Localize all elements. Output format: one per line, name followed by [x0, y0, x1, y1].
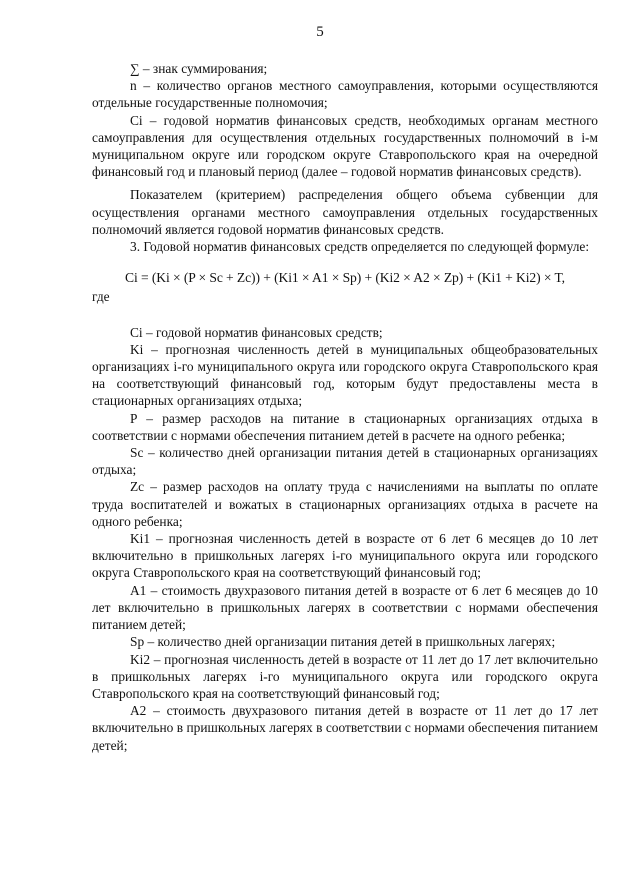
definition-a1: A1 – стоимость двухразового питания детей в возрасте от 6 лет 6 месяцев до 10 лет включительно в пришкольных лагерях в соответствии с нормами обеспечения питанием детей;	[92, 582, 598, 633]
definition-a2: A2 – стоимость двухразового питания детей в возрасте от 11 лет до 17 лет включительно в пришкольных лагерях в соответствии с нормами обеспечения питанием детей;	[92, 703, 598, 753]
definition-sp: Sp – количество дней организации питания детей в пришкольных лагерях;	[130, 634, 556, 650]
definition-ki1: Ki1 – прогнозная численность детей в возрасте от 6 лет 6 месяцев до 10 лет включительно в пришкольных лагерях i-го муниципального округа или городского округа Ставропольского края на соответствующий финансовый год;	[92, 531, 598, 581]
paragraph-ci-definition: Ci – годовой норматив финансовых средств, необходимых органам местного самоуправления для осуществления отдельных государственных полномочий в i-м муниципальном округе или городском округе Ставропольского края на очередной финансовый год и плановый период (далее – годовой норматив финансовых средств).	[92, 112, 598, 180]
definition-p: P – размер расходов на питание в стационарных организациях отдыха в соответствии с нормами обеспечения питанием детей в расчете на одного ребенка;	[92, 410, 598, 443]
definition-ki: Ki – прогнозная численность детей в муниципальных общеобразовательных организациях i-го муниципального округа или городского округа Ставропольского края на соответствующий финансовый год, которым будут предоставлены места в стационарных организациях отдыха;	[92, 341, 598, 409]
paragraph-criterion: Показателем (критерием) распределения общего объема субвенции для осуществления органами местного самоуправления отдельных государственных полномочий является годовой норматив финансовых средств.	[92, 187, 598, 237]
formula: Ci = (Ki × (P × Sc + Zc)) + (Ki1 × A1 × Sp) + (Ki2 × A2 × Zp) + (Ki1 + Ki2) × T,	[125, 270, 565, 286]
paragraph-item-3: 3. Годовой норматив финансовых средств определяется по следующей формуле:	[130, 239, 590, 255]
page-number: 5	[316, 24, 324, 40]
definition-ki2: Ki2 – прогнозная численность детей в возрасте от 11 лет до 17 лет включительно в пришкольных лагерях i-го муниципального округа или городского округа Ставропольского края на соответствующий финансовый год;	[92, 651, 598, 701]
definition-zc: Zc – размер расходов на оплату труда с начислениями на выплаты по оплате труда воспитателей и вожатых в стационарных организациях отдыха в расчете на одного ребенка;	[92, 479, 598, 529]
document-body	[92, 60, 598, 754]
where-label: где	[92, 289, 110, 305]
definition-ci: Ci – годовой норматив финансовых средств;	[130, 324, 383, 340]
paragraph-n-definition: n – количество органов местного самоуправления, которыми осуществляются отдельные государственные полномочия;	[92, 78, 598, 111]
definition-sc: Sc – количество дней организации питания детей в стационарных организациях отдыха;	[92, 445, 598, 478]
paragraph-sum-sign: ∑ – знак суммирования;	[130, 61, 268, 76]
